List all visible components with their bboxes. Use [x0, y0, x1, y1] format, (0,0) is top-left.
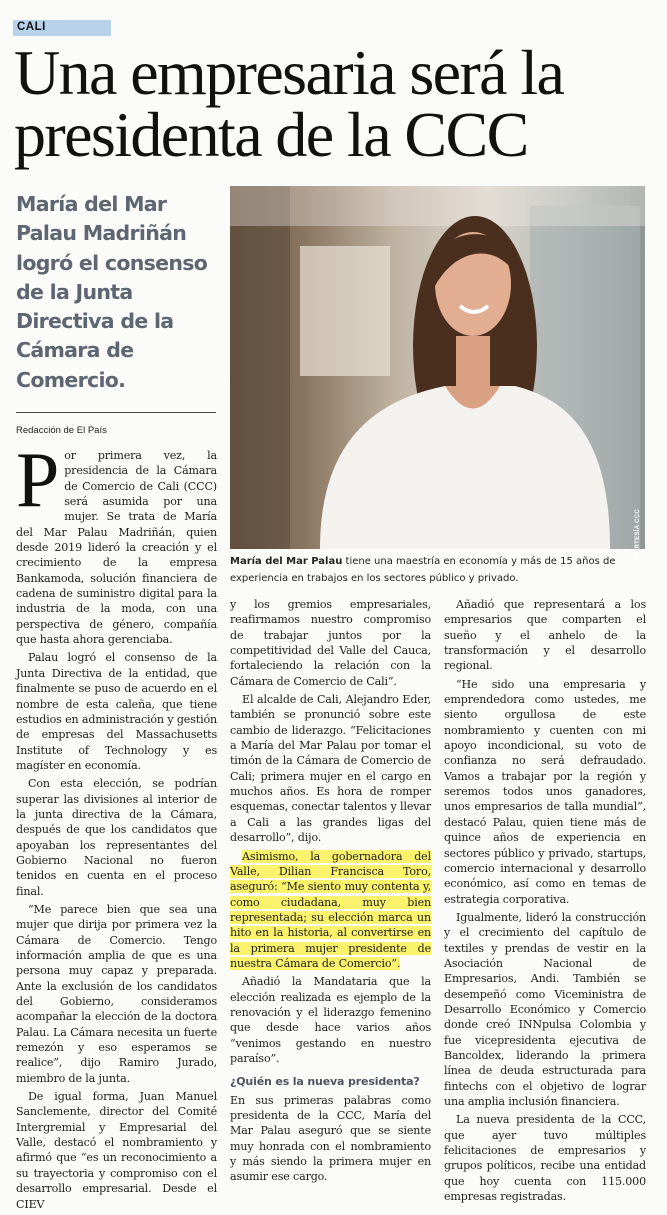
section-label: CALI	[17, 21, 46, 33]
byline: Redacción de El País	[16, 425, 107, 436]
paragraph: Añadió que representará a los empresarios que comparten el sueño y el anhelo de la transformación y el desarrollo regional.	[444, 598, 646, 673]
article-column-1	[16, 436, 217, 1215]
paragraph: Palau logró el consenso de la Junta Directiva de la entidad, que finalmente se puso de acuerdo en el nombre de esta caleña, que tiene estudios en administración y gestión de empresas del Massachusetts Institute of Technology y es magíster en economía.	[16, 651, 217, 772]
paragraph: De igual forma, Juan Manuel Sanclemente, director del Comité Intergremial y Empresarial del Valle, destacó el nombramiento y afirmó que “es un reconocimiento a su trayectoria y compromiso con el desarrollo empresarial. Desde el CIEV	[16, 1090, 217, 1211]
section-tag	[13, 20, 111, 36]
caption-name: María del Mar Palau	[230, 556, 343, 567]
highlighted-quote: Asimismo, la gobernadora del Valle, Dilian Francisca Toro, aseguró: “Me siento muy contenta y, como ciudadana, muy bien representada; su elección marca un hito en la historia, al convertirse en la primera mujer presidente de nuestra Cámara de Comercio”.	[230, 849, 431, 970]
article-column-3	[444, 597, 646, 1207]
paragraph: y los gremios empresariales, reafirmamos nuestro compromiso de trabajar juntos por la competitividad del Valle del Cauca, fortaleciendo la relación con la Cámara de Comercio de Cali”.	[230, 598, 431, 688]
paragraph: Añadió la Mandataria que la elección realizada es ejemplo de la renovación y el liderazgo femenino que desde hace varios años “venimos gestando en nuestro paraíso”.	[230, 975, 431, 1065]
photo-credit: CORTESÍA CCC	[635, 509, 641, 559]
paragraph: Por primera vez, la presidencia de la Cámara de Comercio de Cali (CCC) será asumida por una mujer. Se trata de María del Mar Palau Madriñán, quien desde 2019 lideró la creación y el crecimiento de la empresa Bankamoda, solución financiera de cadena de suministro digital para la industria de la moda, con una perspectiva de género, compañía que hasta ahora gerenciaba.	[16, 436, 217, 647]
deck-subtitle: María del Mar Palau Madriñán logró el consenso de la Junta Directiva de la Cámara de Comercio.	[16, 192, 208, 392]
article-column-2	[230, 597, 431, 1188]
paragraph: En sus primeras palabras como presidenta de la CCC, María del Mar Palau aseguró que se siente muy honrada con el nombramiento y más siendo la primera mujer en asumir ese cargo.	[230, 1093, 431, 1184]
subheading: ¿Quién es la nueva presidenta?	[230, 1075, 420, 1089]
headline: Una empresaria será la presidenta de la CCC	[14, 37, 564, 170]
paragraph: El alcalde de Cali, Alejandro Eder, también se pronunció sobre este cambio de liderazgo. “Felicitaciones a María del Mar Palau por tomar el timón de la Cámara de Comercio de Cali; primera mujer en el cargo en muchos años. Es hora de romper esquemas, conectar talentos y llevar a Cali a las grandes ligas del desarrollo”, dijo.	[230, 693, 431, 845]
photo-caption	[230, 554, 650, 587]
paragraph: Igualmente, lideró la construcción y el crecimiento del capítulo de textiles y prendas de vestir en la Asociación Nacional de Empresarios, Andi. También se desempeñó como Viceministra de Desarrollo Económico y Comercio donde creó INNpulsa Colombia y fue vicepresidenta ejecutiva de Bancoldex, liderando la primera línea de deuda estructurada para fintechs con el objetivo de lograr una amplia inclusión financiera.	[444, 910, 646, 1108]
paragraph: Con esta elección, se podrían superar las divisiones al interior de la junta directiva de la Cámara, después de que los candidatos que apoyaban los representantes del Gobierno Nacional no fueron tenidos en cuenta en el proceso final.	[16, 777, 217, 898]
caption-text: tiene una maestría en economía y más de 15 años de experiencia en trabajos en los sectores público y privado.	[230, 556, 616, 584]
drop-cap: P	[16, 436, 60, 523]
paragraph: La nueva presidenta de la CCC, que ayer tuvo múltiples felicitaciones de empresarios y grupos políticos, recibe una entidad que hoy cuenta con 115.000 empresas registradas.	[444, 1113, 646, 1204]
paragraph: “He sido una empresaria y emprendedora como ustedes, me siento orgullosa de este nombramiento y cuenten con mi apoyo incondicional, su voto de confianza no será defraudado. Vamos a trabajar por la región y seremos todos unos ganadores, unos empresarios de talla mundial”, destacó Palau, quien tiene más de quince años de experiencia en sectores público y privado, startups, comercio internacional y desarrollo económico, así como en temas de estrategia corporativa.	[444, 677, 646, 906]
article-photo	[230, 186, 645, 559]
portrait-illustration	[230, 186, 645, 549]
divider	[16, 412, 216, 413]
paragraph: “Me parece bien que sea una mujer que dirija por primera vez la Cámara de Comercio. Tengo información amplia de que es una persona muy capaz y preparada. Ante la exclusión de los candidatos del Gobierno, consideramos acompañar la elección de la doctora Palau. La Cámara necesita un fuerte remezón y eso esperamos se realice”, dijo Ramiro Jurado, miembro de la junta.	[16, 902, 217, 1085]
